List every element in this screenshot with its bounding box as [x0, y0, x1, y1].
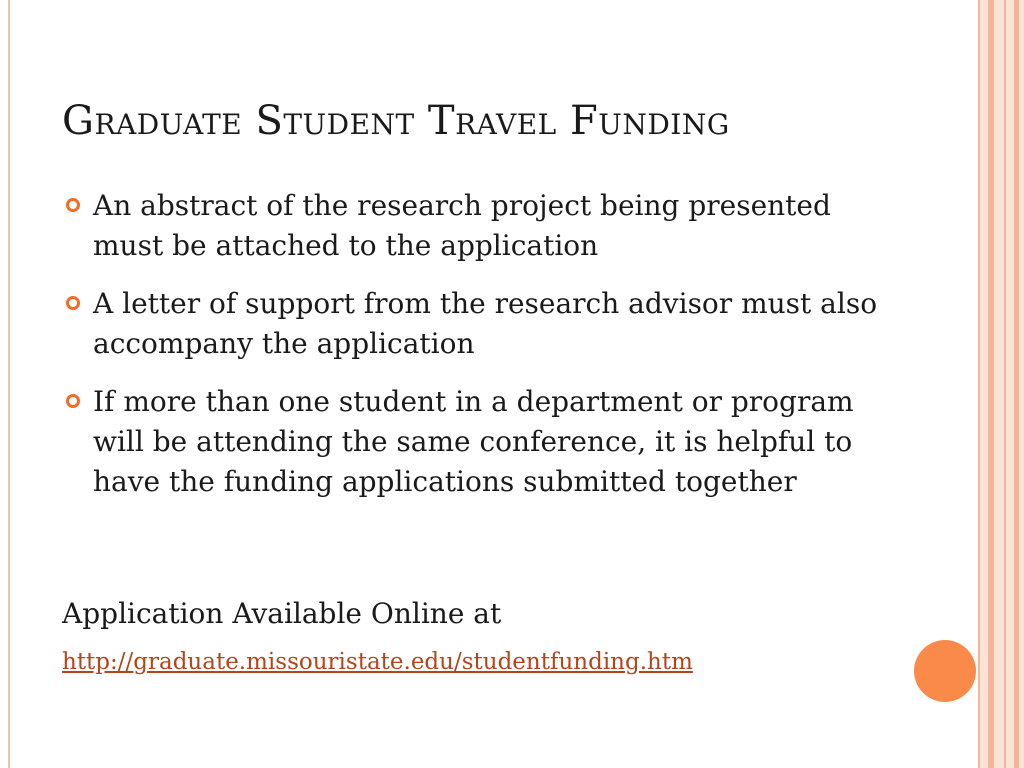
ring-bullet-icon	[66, 296, 80, 310]
application-available-label: Application Available Online at	[62, 597, 502, 630]
application-link[interactable]: http://graduate.missouristate.edu/studentfunding.htm	[62, 649, 693, 675]
bullet-text: A letter of support from the research advisor must also accompany the application	[93, 287, 878, 360]
right-stripe-3	[1004, 0, 1006, 768]
right-stripe-2	[988, 0, 994, 768]
left-border-line	[8, 0, 10, 768]
right-stripe-4	[1014, 0, 1019, 768]
bullet-item	[62, 186, 882, 266]
orange-circle-icon	[914, 640, 976, 702]
ring-bullet-icon	[66, 198, 80, 212]
bullet-item	[62, 284, 882, 364]
bullet-list	[62, 186, 882, 520]
ring-bullet-icon	[66, 394, 80, 408]
bullet-text: An abstract of the research project being presented must be attached to the application	[93, 189, 831, 262]
bullet-text: If more than one student in a department or program will be attending the same conference, it is helpful to have the funding applications submitted together	[93, 385, 854, 498]
slide-title: Graduate Student Travel Funding	[62, 98, 730, 144]
right-stripe-1	[978, 0, 980, 768]
bullet-item	[62, 382, 882, 502]
